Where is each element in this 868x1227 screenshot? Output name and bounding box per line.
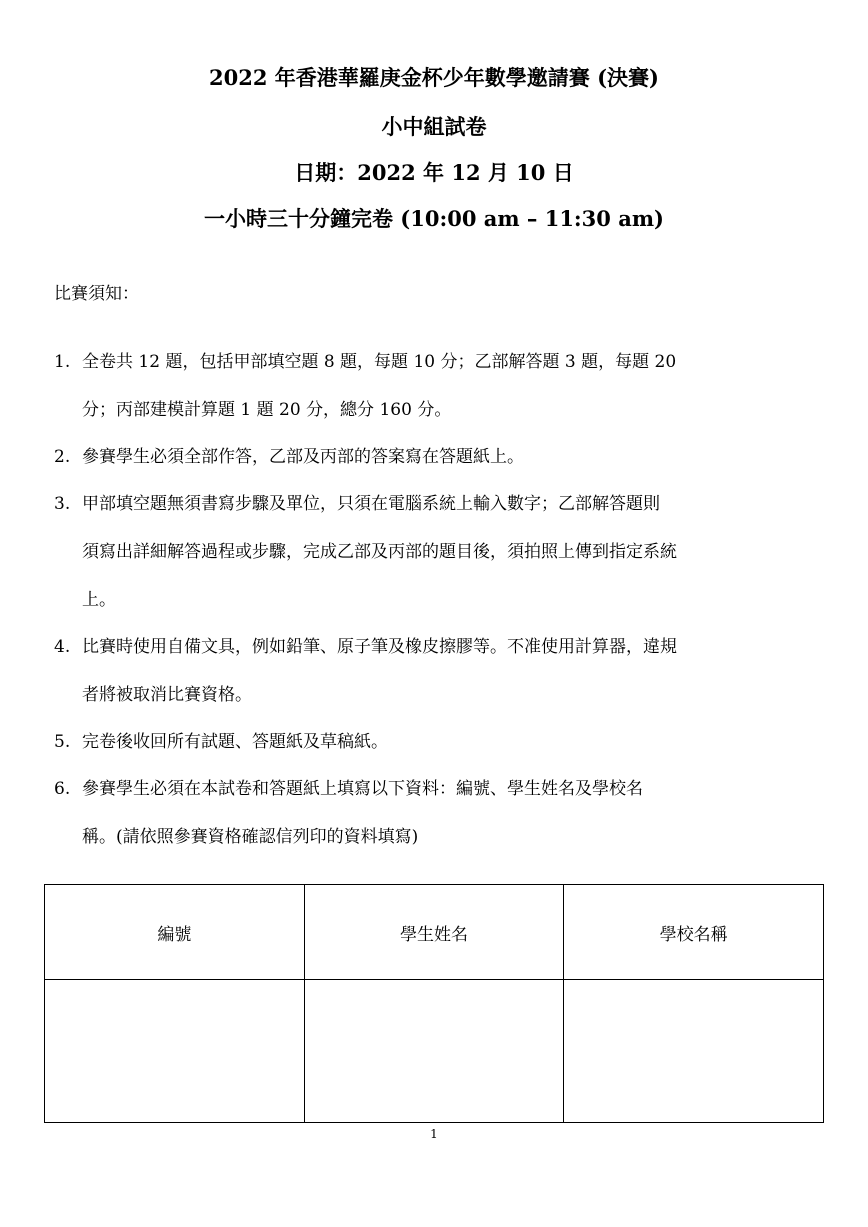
header-cell-school-name: 學校名稱 — [564, 885, 824, 980]
rule-line: 比賽時使用自備文具，例如鉛筆、原子筆及橡皮擦膠等。不准使用計算器，違規 — [82, 637, 677, 657]
notice-heading: 比賽須知： — [54, 284, 139, 304]
header-cell-student-name: 學生姓名 — [304, 885, 564, 980]
rule-line: 參賽學生必須在本試卷和答題紙上填寫以下資料：編號、學生姓名及學校名 — [82, 779, 643, 799]
rule-line: 全卷共 12 題，包括甲部填空題 8 題，每題 10 分；乙部解答題 3 題，每題 20 — [82, 352, 677, 372]
rule-line: 上。 — [82, 590, 116, 610]
rule-number: 1. — [54, 352, 71, 372]
exam-duration: 一小時三十分鐘完卷 (10:00 am – 11:30 am) — [204, 206, 664, 231]
page-number: 1 — [430, 1127, 438, 1141]
rule-line: 須寫出詳細解答過程或步驟，完成乙部及丙部的題目後，須拍照上傳到指定系統 — [82, 542, 677, 562]
rule-line: 者將被取消比賽資格。 — [82, 685, 252, 705]
school-name-field[interactable] — [564, 980, 824, 1123]
table-row — [45, 980, 824, 1123]
rule-number: 3. — [54, 494, 71, 514]
exam-date: 日期：2022 年 12 月 10 日 — [294, 160, 574, 185]
student-name-field[interactable] — [304, 980, 564, 1123]
rule-line: 稱。(請依照參賽資格確認信列印的資料填寫) — [82, 827, 419, 847]
rule-number: 2. — [54, 447, 71, 467]
table-header-row — [45, 885, 824, 980]
rule-number: 5. — [54, 732, 71, 752]
number-field[interactable] — [45, 980, 305, 1123]
exam-title: 2022 年香港華羅庚金杯少年數學邀請賽 (決賽) — [209, 65, 659, 90]
rule-line: 甲部填空題無須書寫步驟及單位，只須在電腦系統上輸入數字；乙部解答題則 — [82, 494, 660, 514]
header-cell-number: 編號 — [45, 885, 305, 980]
rule-line: 參賽學生必須全部作答，乙部及丙部的答案寫在答題紙上。 — [82, 447, 524, 467]
rule-number: 6. — [54, 779, 71, 799]
rule-number: 4. — [54, 637, 71, 657]
rule-line: 完卷後收回所有試題、答題紙及草稿紙。 — [82, 732, 388, 752]
rule-line: 分；丙部建模計算題 1 題 20 分，總分 160 分。 — [82, 400, 452, 420]
exam-group: 小中組試卷 — [381, 114, 487, 139]
student-info-table — [44, 884, 824, 1123]
